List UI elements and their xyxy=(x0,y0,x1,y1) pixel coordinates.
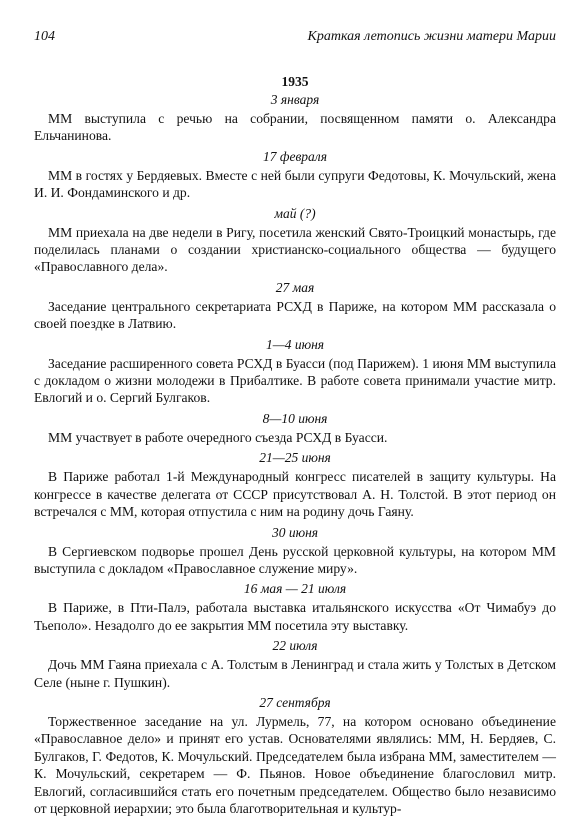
chronicle-entry xyxy=(34,280,556,333)
entry-text: Торжественное заседание на ул. Лурмель, 77, на котором основано объединение «Православное дело» и принят его устав. Основателями являлись: ММ, Н. Бердяев, С. Булгаков, Г. Федотов, К. Мочульский. Председателем была избрана ММ, заместителем — К. Мочульский, секретарем — Ф. Пьянов. Новое объединение благословил митр. Евлогий, согласившийся стать его почетным председателем. Общество было независимо от церковной иерархии; это была благотворительная и культур- xyxy=(34,713,556,816)
chronicle-entry xyxy=(34,581,556,634)
book-page xyxy=(34,28,556,817)
entry-date: 3 января xyxy=(270,92,320,107)
entry-text: В Париже, в Пти-Палэ, работала выставка итальянского искусства «От Чимабуэ до Тьеполо». Незадолго до ее закрытия ММ посетила эту выставку. xyxy=(34,600,556,633)
entry-text: Заседание расширенного совета РСХД в Буасси (под Парижем). 1 июня ММ выступила с докладом о жизни молодежи в Прибалтике. В работе совета принимали участие митр. Евлогий и о. Сергий Булгаков. xyxy=(34,355,556,406)
chronicle-entry xyxy=(34,149,556,202)
entry-text: ММ выступила с речью на собрании, посвященном памяти о. Александра Ельчанинова. xyxy=(34,111,556,144)
entry-text: ММ в гостях у Бердяевых. Вместе с ней были супруги Федотовы, К. Мочульский, жена И. И. Фондаминского и др. xyxy=(34,167,556,201)
entry-date: 30 июня xyxy=(271,524,319,540)
entry-date: 21—25 июня xyxy=(259,450,331,466)
entry-date: 17 февраля xyxy=(263,148,327,164)
entry-date: май (?) xyxy=(274,205,316,221)
entry-text: Дочь ММ Гаяна приехала с А. Толстым в Ленинград и стала жить у Толстых в Детском Селе (ныне г. Пушкин). xyxy=(34,657,556,690)
entry-date: 22 июля xyxy=(272,638,318,654)
chronicle-entry xyxy=(34,525,556,578)
entry-date: 1—4 июня xyxy=(265,336,325,352)
entry-text: ММ приехала на две недели в Ригу, посетила женский Свято-Троицкий монастырь, где поделилась планами о создании христианско-социального общества — будущего «Православного дела». xyxy=(34,224,556,275)
chronicle-entry xyxy=(34,450,556,520)
chronicle-entry xyxy=(34,695,556,817)
chronicle-entry xyxy=(34,411,556,446)
entry-date: 27 сентября xyxy=(259,694,331,710)
chronicle-entry xyxy=(34,206,556,276)
chronicle-entry xyxy=(34,337,556,407)
entry-date: 16 мая — 21 июля xyxy=(243,581,347,597)
entry-date: 27 мая xyxy=(275,279,315,295)
year-heading: 1935 xyxy=(281,74,309,89)
entry-text: В Париже работал 1-й Международный конгресс писателей в защиту культуры. На конгрессе в качестве делегата от СССР присутствовал А. Н. Толстой. В этот период он встречался с ММ, которая отпустила с ним на родину дочь Гаяну. xyxy=(34,469,556,520)
entry-text: Заседание центрального секретариата РСХД в Париже, на котором ММ рассказала о своей поездке в Латвию. xyxy=(34,298,556,332)
entry-date: 8—10 июня xyxy=(262,410,328,426)
chronicle-entry xyxy=(34,638,556,691)
chronicle-entry xyxy=(34,92,556,145)
page-number: 104 xyxy=(34,29,55,44)
entry-text: ММ участвует в работе очередного съезда РСХД в Буасси. xyxy=(48,429,388,445)
entry-text: В Сергиевском подворье прошел День русской церковной культуры, на котором ММ выступила с докладом «Православное служение миру». xyxy=(34,543,556,576)
running-title: Краткая летопись жизни матери Марии xyxy=(307,29,556,44)
running-header xyxy=(34,28,556,46)
